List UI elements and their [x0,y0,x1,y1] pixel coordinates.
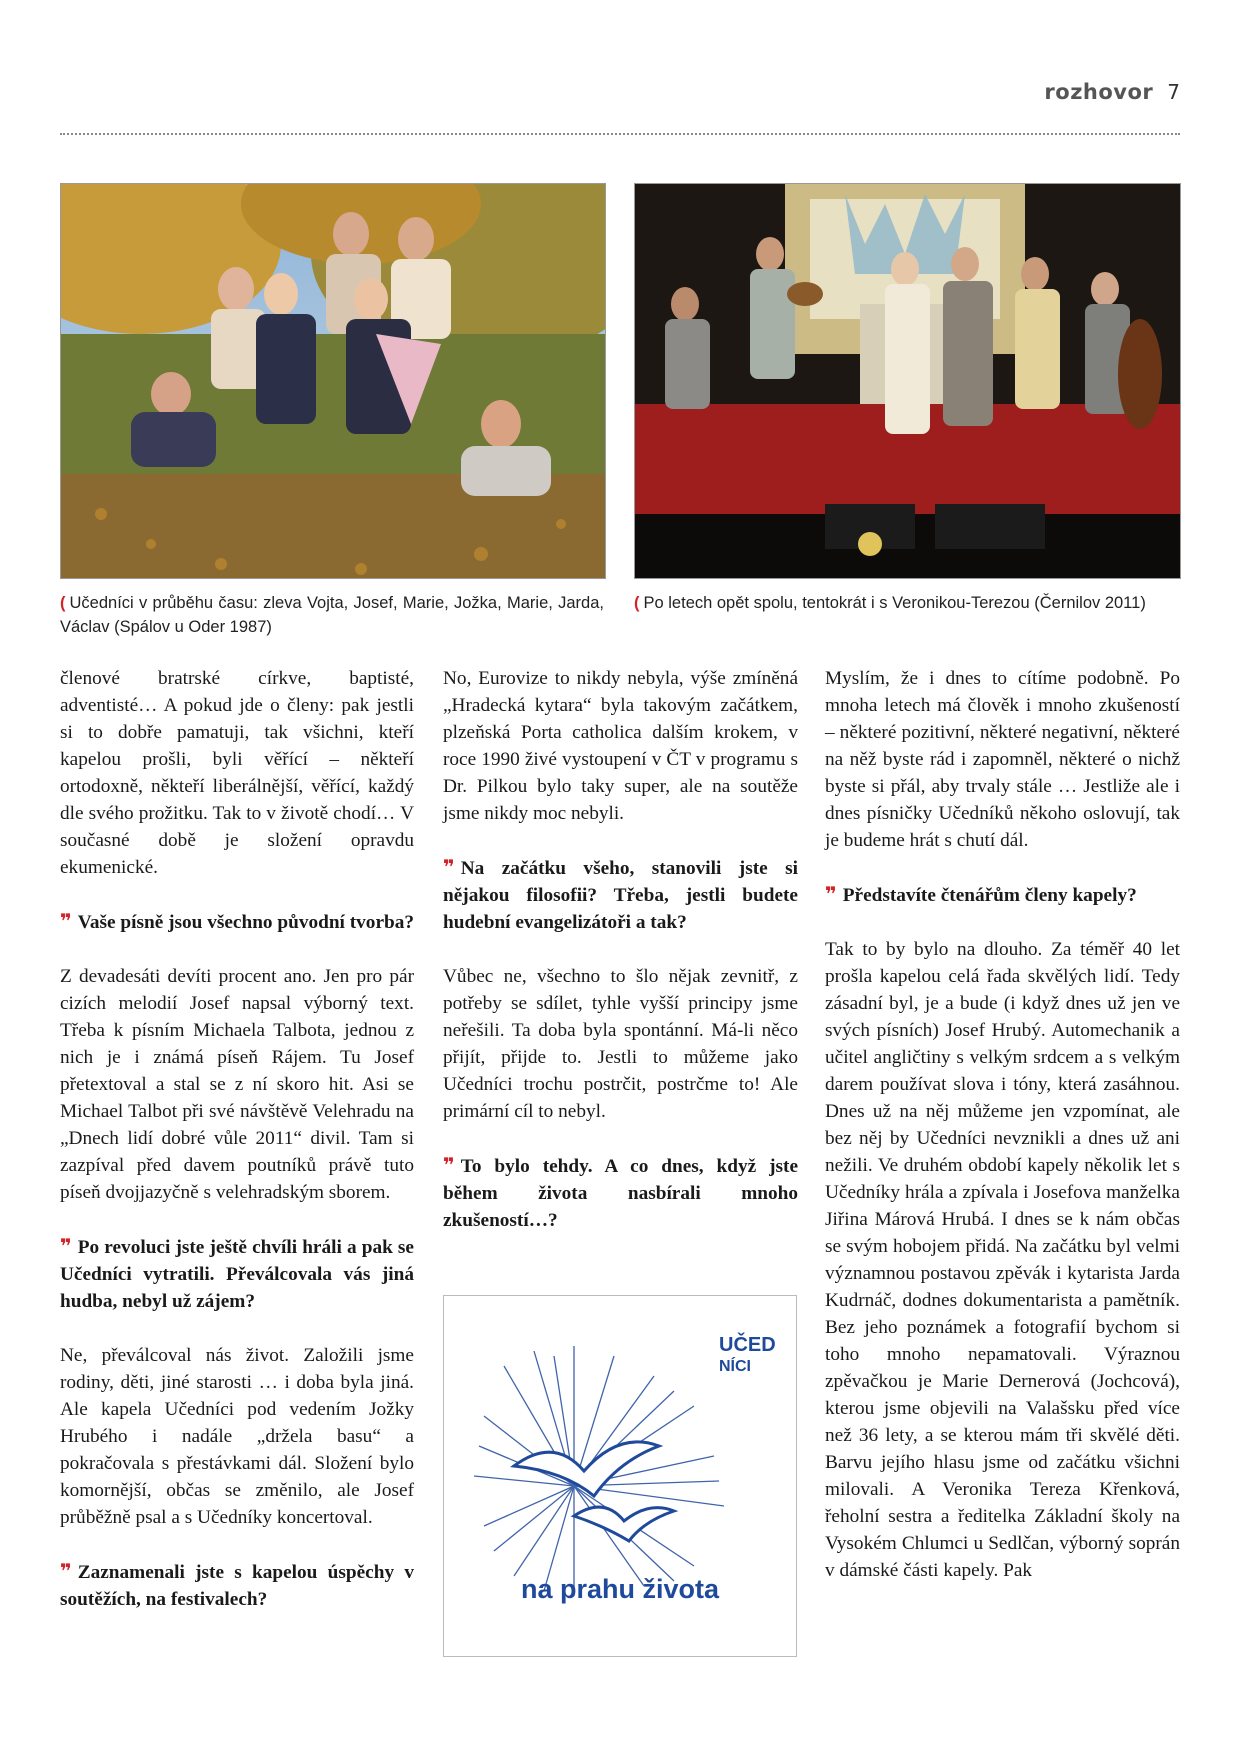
article-column-3 [825,665,1180,1611]
double-quote-icon: ❞ [443,855,455,879]
bird-shape [574,1507,674,1541]
interview-question: ❞ Představíte čtenářům členy kapely? [825,882,1137,906]
interview-question: ❞ Po revoluci jste ještě chvíli hráli a pak se Učedníci vytratili. Převálcovala vás jiná hudba, nebyl už zájem? [60,1234,414,1312]
bracket-mark-icon: ( [634,594,640,612]
section-title: rozhovor [1044,80,1154,104]
double-quote-icon: ❞ [60,1234,72,1258]
double-quote-icon: ❞ [60,1559,72,1583]
bracket-mark-icon: ( [60,594,66,612]
interview-question: ❞ Zaznamenali jste s kapelou úspěchy v soutěžích, na festivalech? [60,1559,414,1610]
header-divider [60,133,1180,135]
album-title: na prahu života [520,1574,720,1604]
page-number: 7 [1167,80,1180,104]
album-logo-line-2: NÍCI [719,1358,751,1375]
album-logo-line-1: UČED [719,1334,776,1356]
bird-shape [514,1442,659,1496]
answer-paragraph: Ne, převálcoval nás život. Založili jsme rodiny, děti, jiné starosti … i doba byla jiná. Ale kapela Učedníci pod vedením Jožky Hrubého i nadále „držela basu“ a pokračovala s přestávkami dál. Složení bylo komornější, občas se změnilo, ale Josef průběžně psal a s Učedníky koncertoval. [60,1345,414,1528]
answer-paragraph: Z devadesáti devíti procent ano. Jen pro pár cizích melodií Josef napsal výborný text. Třeba k písním Michaela Talbota, jednou z nich je i známá píseň Rájem. Tu Josef přetextoval a stal se z ní skoro hit. Asi se Michael Talbot při své návštěvě Velehradu na „Dnech lidí dobré vůle 2011“ divil. Tam si zazpíval před davem poutníků právě tuto píseň dvojjazyčně s velehradským sborem. [60,966,414,1203]
answer-paragraph: Tak to by bylo na dlouho. Za téměř 40 let prošla kapelou celá řada skvělých lidí. Tedy zásadní byl, je a bude (i když dnes už jen ve svých písních) Josef Hrubý. Automechanik a učitel angličtiny s velkým srdcem a s velkým darem používat slova i tóny, která zasáhnou. Dnes už na něj můžeme jen vzpomínat, ale bez něj by Učedníci nevznikli a dnes už ani nežili. Ve druhém období kapely několik let s Učedníky hrála a zpívala i Josefova manželka Jiřina Márová Hrubá. I dnes se k nám občas se svým hobojem přidá. Na začátku byl velmi významnou postavou zpěvák i kytarista Jarda Kudrnáč, dodnes dokumentarista a pamětník. Bez jeho poznámek a fotografií bychom si toho mnoho nepamatovali. Výraznou zpěvačkou je Marie Dernerová (Jochcová), kterou jsme objevili na Valašsku před více než 36 lety, a se kterou mám tři skvělé děti. Barvu jejího hlasu jsme od začátku všichni milovali. A Veronika Tereza Křenková, řeholní sestra a ředitelka Základní školy na Vysokém Chlumci u Sedlčan, výborný soprán v dámské části kapely. Pak [825,939,1180,1581]
photo-band-1987 [60,183,606,579]
album-cover [443,1295,797,1657]
interview-question: ❞ Vaše písně jsou všechno původní tvorba? [60,909,415,933]
interview-question: ❞ To bylo tehdy. A co dnes, když jste během života nasbírali mnoho zkušeností…? [443,1153,798,1231]
photo-caption-1 [60,591,604,639]
double-quote-icon: ❞ [443,1153,455,1177]
photo-concert-2011 [634,183,1181,579]
caption-text: Učedníci v průběhu času: zleva Vojta, Josef, Marie, Jožka, Marie, Jarda, Václav (Spálov u Oder 1987) [60,594,604,636]
caption-text: Po letech opět spolu, tentokrát i s Veronikou-Terezou (Černilov 2011) [643,594,1146,612]
article-column-2 [443,665,798,1261]
page-header [1040,80,1180,104]
double-quote-icon: ❞ [825,882,837,906]
answer-paragraph: Vůbec ne, všechno to šlo nějak zevnitř, z potřeby se sdílet, tyhle vyšší principy jsme neřešili. Ta doba byla spontánní. Má-li něco přijít, přijde to. Jestli to můžeme jako Učedníci trochu postrčit, postrčme to! Ale primární cíl to nebyl. [443,966,798,1122]
double-quote-icon: ❞ [60,909,72,933]
article-column-1 [60,665,414,1640]
photo-caption-2 [634,591,1179,615]
answer-paragraph: Myslím, že i dnes to cítíme podobně. Po mnoha letech má člověk i mnoho zkušeností – některé pozitivní, některé negativní, některé na něž byste rád i zapomněl, některé o nichž byste si přál, aby trvaly stále … Jestliže ale i dnes písničky Učedníků někoho oslovují, tak je budeme hrát s chutí dál. [825,668,1180,851]
answer-paragraph: členové bratrské církve, baptisté, adventisté… A pokud jde o členy: pak jestli si to dobře pamatuji, tak všichni, kteří kapelou prošli, byli věřící – někteří ortodoxně, někteří liberálnější, věřící, každý dle svého prožitku. Tak to v životě chodí… V současné době je složení opravdu ekumenické. [60,668,414,878]
answer-paragraph: No, Eurovize to nikdy nebyla, výše zmíněná „Hradecká kytara“ byla takovým začátkem, plzeňská Porta catholica dalším krokem, v roce 1990 živé vystoupení v ČT v programu s Dr. Pilkou bylo taky super, ale na soutěže jsme nikdy moc nebyli. [443,668,798,824]
interview-question: ❞ Na začátku všeho, stanovili jste si nějakou filosofii? Třeba, jestli budete hudební evangelizátoři a tak? [443,855,798,933]
